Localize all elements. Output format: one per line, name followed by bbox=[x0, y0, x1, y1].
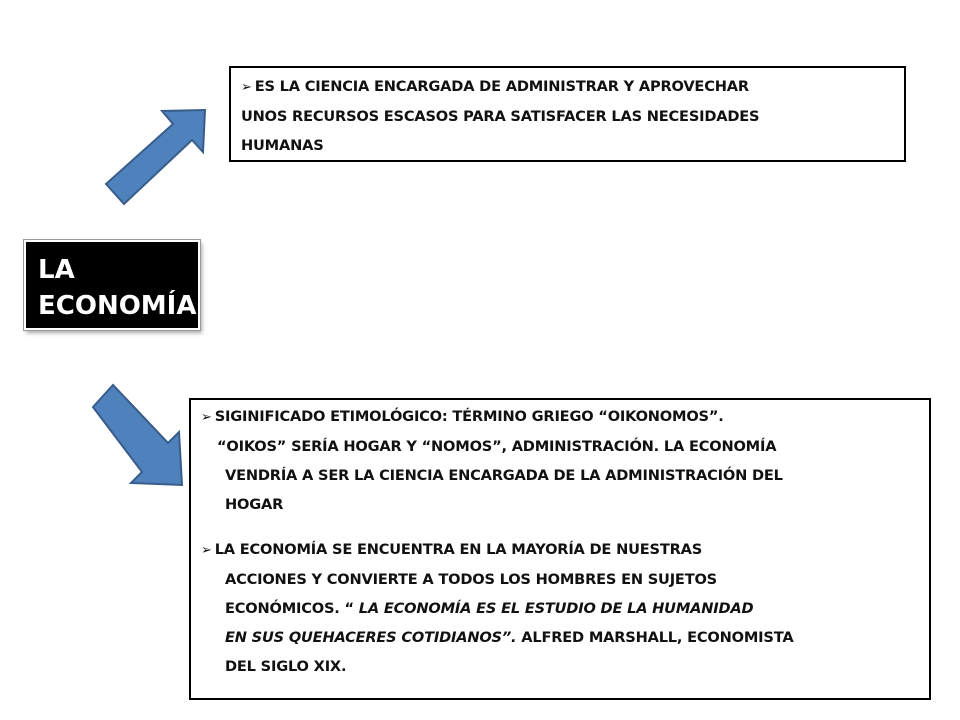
title-line-1: LA bbox=[38, 255, 75, 285]
etymology-line-4: HOGAR bbox=[225, 496, 284, 513]
marshall-line-4: EN SUS QUEHACERES COTIDIANOS”. ALFRED MARSHALL, ECONOMISTA bbox=[225, 629, 794, 646]
definition-box bbox=[229, 66, 906, 162]
economy-title-box bbox=[24, 240, 200, 330]
etymology-line-1: ➢ SIGINIFICADO ETIMOLÓGICO: TÉRMINO GRIEGO “OIKONOMOS”. bbox=[201, 408, 724, 425]
paragraph-gap bbox=[201, 519, 929, 535]
marshall-line-5: DEL SIGLO XIX. bbox=[225, 658, 347, 675]
down-right-arrow bbox=[93, 385, 182, 485]
marshall-line-2: ACCIONES Y CONVIERTE A TODOS LOS HOMBRES EN SUJETOS bbox=[225, 571, 717, 588]
marshall-line-1: ➢ LA ECONOMÍA SE ENCUENTRA EN LA MAYORÍA DE NUESTRAS bbox=[201, 541, 703, 558]
arrow-bullet-icon: ➢ bbox=[201, 410, 212, 425]
etymology-box bbox=[189, 398, 931, 700]
marshall-quote-part-2: EN SUS QUEHACERES COTIDIANOS”. bbox=[225, 629, 517, 646]
arrow-bullet-icon: ➢ bbox=[241, 80, 252, 95]
title-line-2: ECONOMÍA bbox=[38, 291, 197, 321]
definition-line-2: UNOS RECURSOS ESCASOS PARA SATISFACER LAS NECESIDADES bbox=[241, 108, 760, 125]
etymology-line-2: “OIKOS” SERÍA HOGAR Y “NOMOS”, ADMINISTRACIÓN. LA ECONOMÍA bbox=[217, 438, 777, 455]
up-right-arrow bbox=[106, 110, 205, 204]
etymology-line-3: VENDRÍA A SER LA CIENCIA ENCARGADA DE LA ADMINISTRACIÓN DEL bbox=[225, 467, 783, 484]
definition-line-3: HUMANAS bbox=[241, 137, 324, 154]
arrow-bullet-icon: ➢ bbox=[201, 543, 212, 558]
marshall-line-3: ECONÓMICOS. “ LA ECONOMÍA ES EL ESTUDIO DE LA HUMANIDAD bbox=[225, 600, 754, 617]
definition-line-1: ➢ ES LA CIENCIA ENCARGADA DE ADMINISTRAR Y APROVECHAR bbox=[241, 78, 749, 95]
marshall-quote-part-1: LA ECONOMÍA ES EL ESTUDIO DE LA HUMANIDAD bbox=[358, 600, 754, 617]
